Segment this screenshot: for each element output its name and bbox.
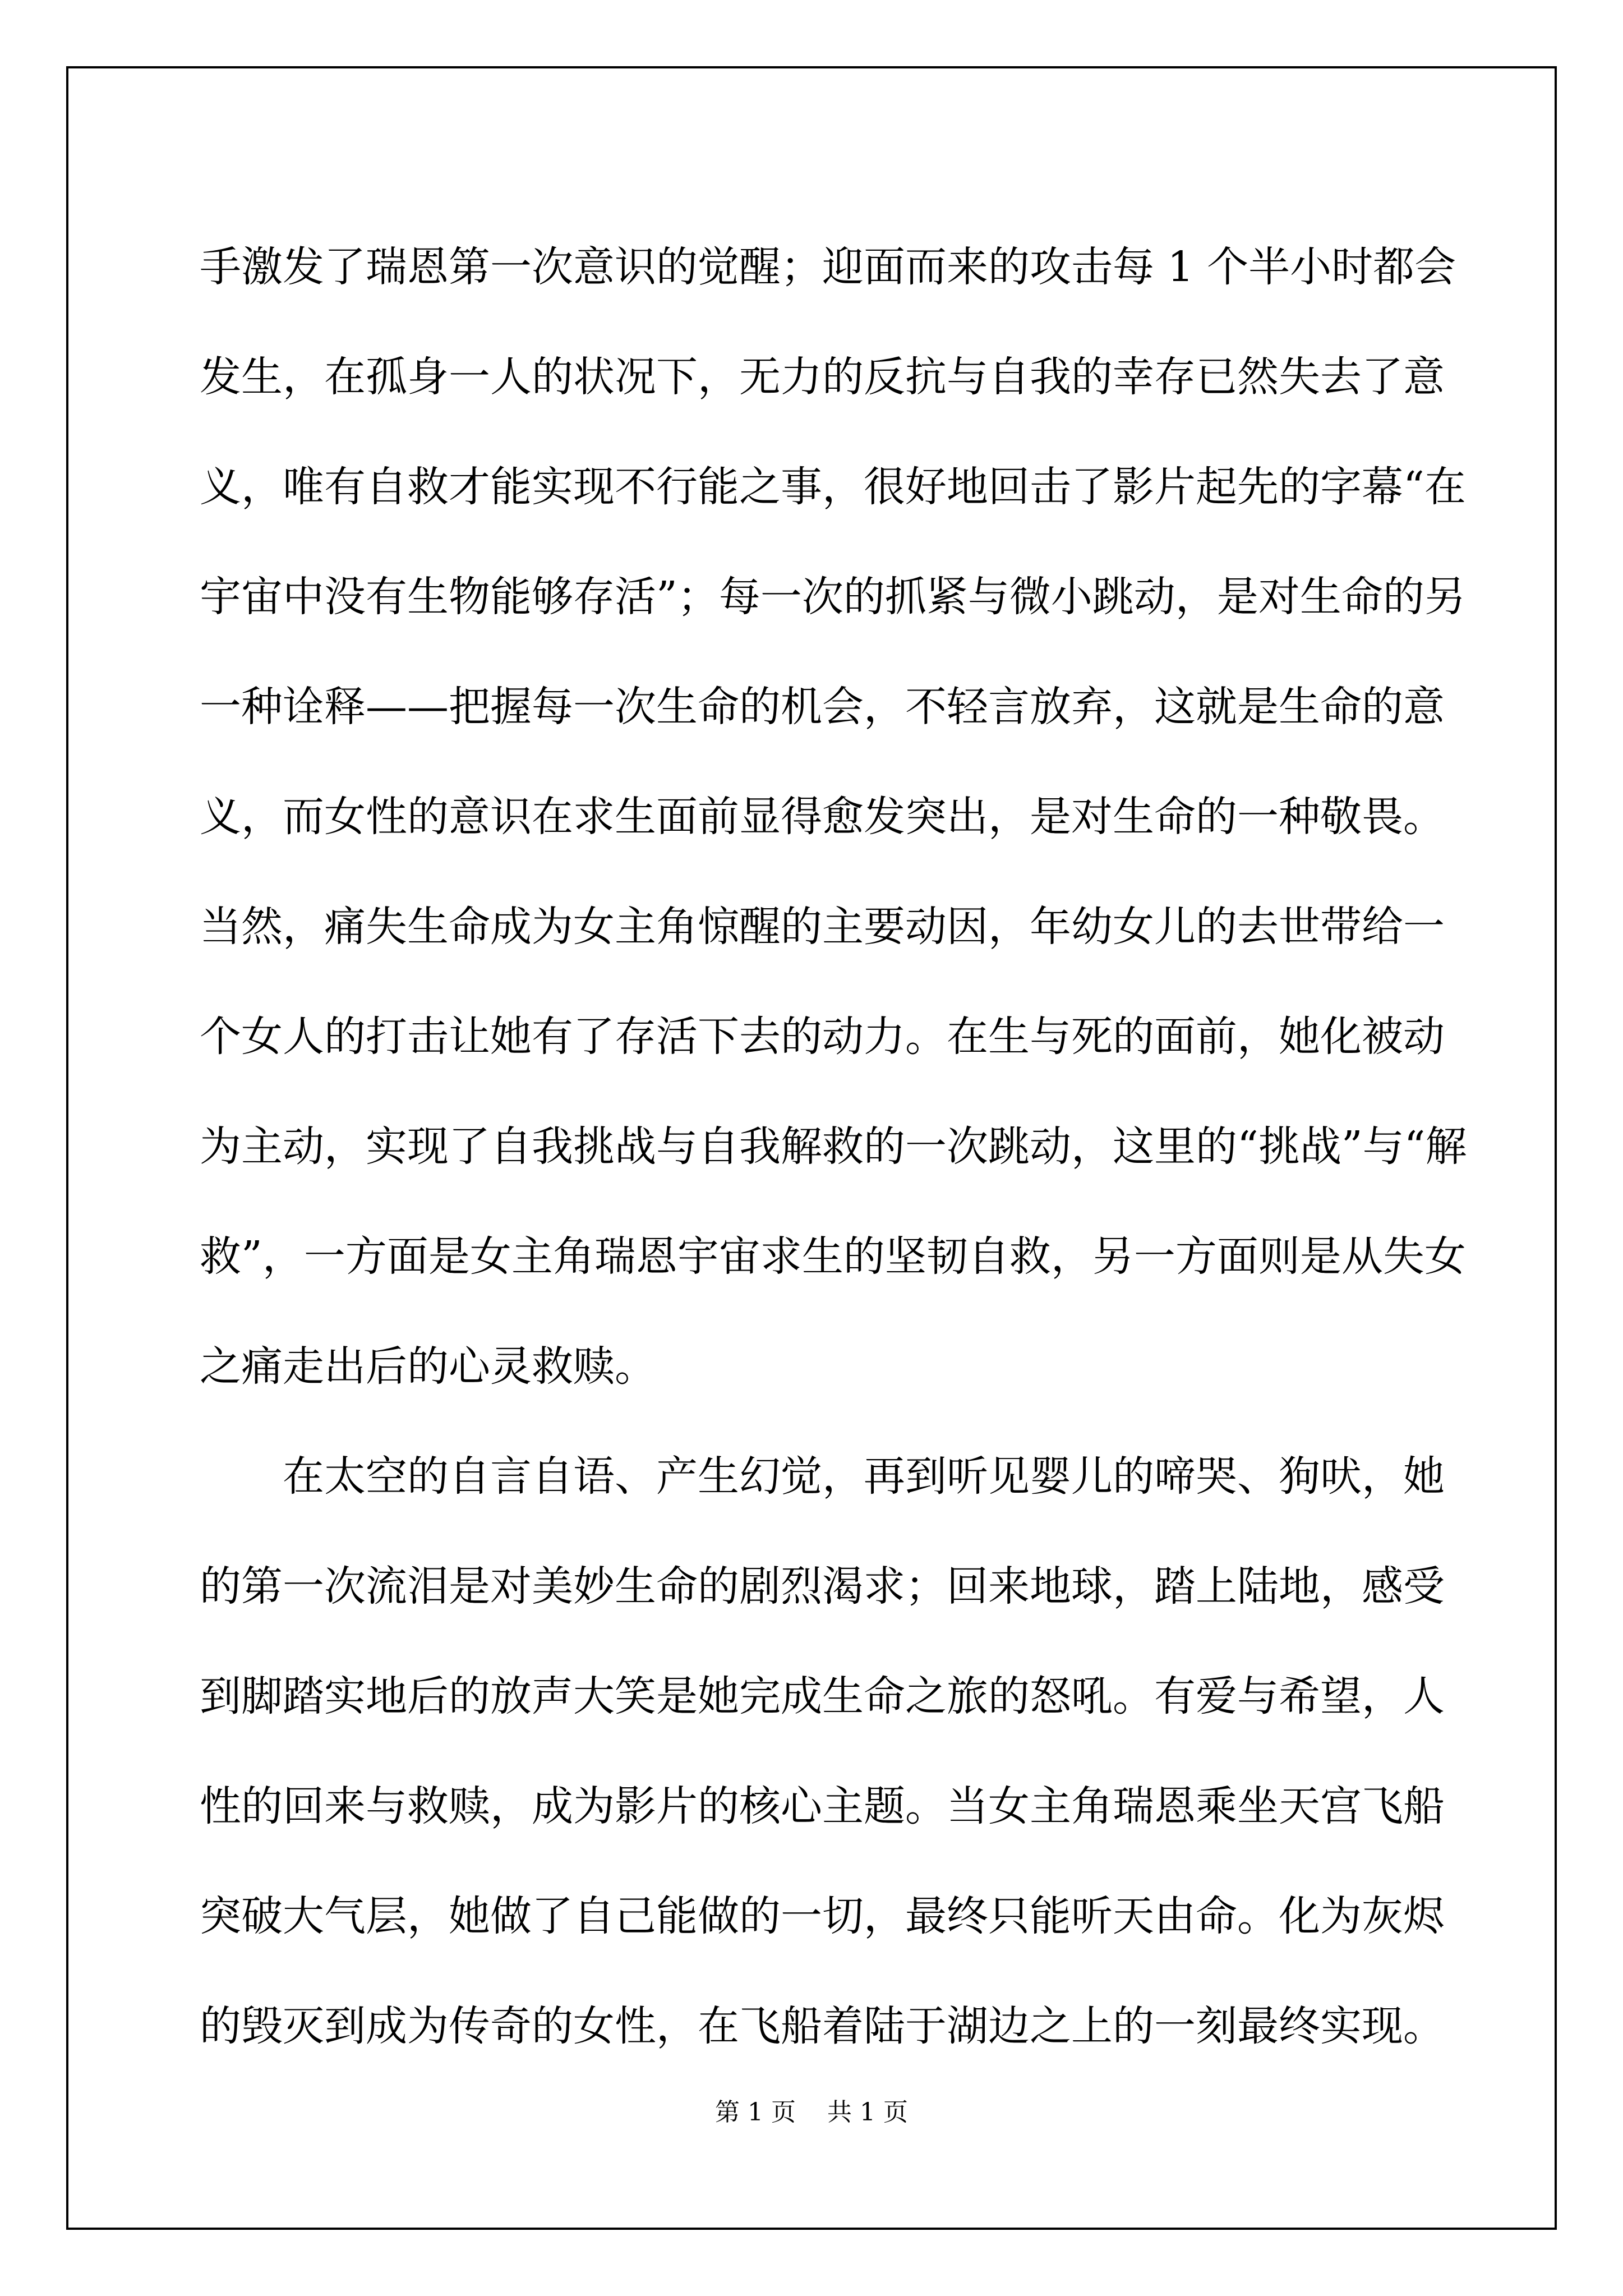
text-line: 义，而女性的意识在求生面前显得愈发突出，是对生命的一种敬畏。 — [200, 793, 1445, 841]
text-line: 发生，在孤身一人的状况下，无力的反抗与自我的幸存已然失去了意 — [200, 353, 1445, 401]
page-number: 第 1 页 — [715, 2098, 796, 2127]
page-total: 共 1 页 — [827, 2098, 908, 2127]
text-line: 之痛走出后的心灵救赎。 — [200, 1342, 656, 1391]
text-line: 宇宙中没有生物能够存活”；每一次的抓紧与微小跳动，是对生命的另 — [200, 573, 1466, 621]
text-line: 到脚踏实地后的放声大笑是她完成生命之旅的怒吼。有爱与希望，人 — [200, 1672, 1445, 1720]
text-line: 在太空的自言自语、产生幻觉，再到听见婴儿的啼哭、狗吠，她 — [283, 1452, 1445, 1501]
text-line: 为主动，实现了自我挑战与自我解救的一次跳动，这里的“挑战”与“解 — [200, 1122, 1467, 1171]
text-line: 当然，痛失生命成为女主角惊醒的主要动因，年幼女儿的去世带给一 — [200, 903, 1445, 951]
text-line: 手激发了瑞恩第一次意识的觉醒；迎面而来的攻击每 1 个半小时都会 — [200, 243, 1456, 291]
text-line: 的第一次流泪是对美妙生命的剧烈渴求；回来地球，踏上陆地，感受 — [200, 1562, 1445, 1611]
text-line: 性的回来与救赎，成为影片的核心主题。当女主角瑞恩乘坐天宫飞船 — [200, 1782, 1445, 1830]
text-line: 突破大气层，她做了自己能做的一切，最终只能听天由命。化为灰烬 — [200, 1892, 1445, 1940]
page-footer — [0, 2096, 1623, 2129]
text-line: 一种诠释——把握每一次生命的机会，不轻言放弃，这就是生命的意 — [200, 683, 1445, 731]
text-line: 个女人的打击让她有了存活下去的动力。在生与死的面前，她化被动 — [200, 1013, 1445, 1061]
text-line: 义，唯有自救才能实现不行能之事，很好地回击了影片起先的字幕“在 — [200, 463, 1466, 511]
text-line: 的毁灭到成为传奇的女性，在飞船着陆于湖边之上的一刻最终实现。 — [200, 2002, 1445, 2050]
document-body — [200, 212, 1467, 2081]
text-line: 救”，一方面是女主角瑞恩宇宙求生的坚韧自救，另一方面则是从失女 — [200, 1232, 1466, 1281]
